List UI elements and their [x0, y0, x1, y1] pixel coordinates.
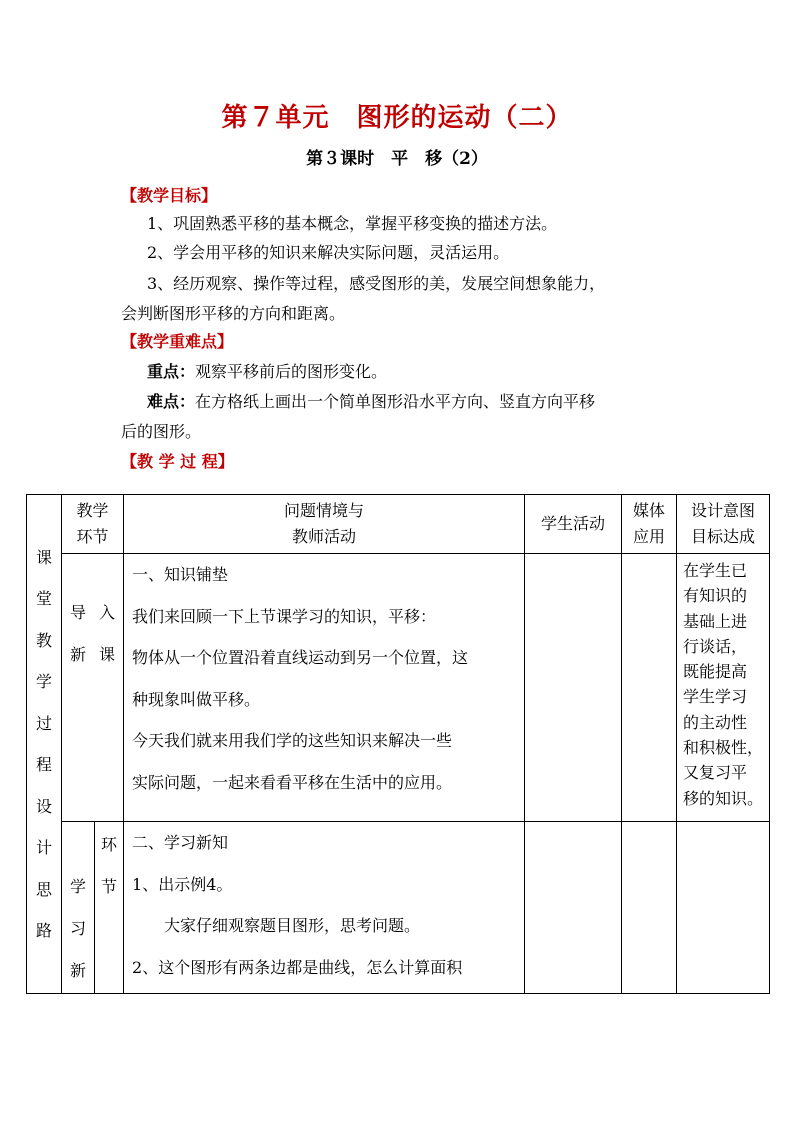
- side-char: 程: [35, 755, 52, 774]
- difficult-point-cont: 后的图形。: [121, 422, 202, 441]
- process-heading: 【教 学 过 程】: [121, 452, 234, 471]
- header-segment-line2: 环节: [76, 527, 109, 546]
- student-intro-cell: [525, 554, 622, 822]
- header-media-line2: 应用: [633, 527, 666, 546]
- side-char: 过: [35, 713, 52, 733]
- side-char: 计: [35, 838, 52, 857]
- side-char: 设: [35, 796, 52, 816]
- table-row-new-knowledge: [27, 822, 770, 994]
- difficult-point-label: 难点：: [147, 392, 196, 411]
- header-student: 学生活动: [525, 495, 622, 554]
- intent-line: 移的知识。: [683, 788, 764, 808]
- segment-new-right-cell: [95, 822, 124, 994]
- intent-line: 在学生已: [683, 561, 748, 580]
- side-char: 思: [35, 879, 52, 899]
- side-char: 学: [35, 672, 52, 691]
- header-intent-line1: 设计意图: [691, 501, 756, 520]
- side-char: 教: [35, 630, 52, 650]
- intent-line: 基础上进: [683, 611, 748, 631]
- side-char: 堂: [35, 589, 52, 608]
- header-media: [622, 495, 677, 554]
- objective-item-1: 1、巩固熟悉平移的基本概念，掌握平移变换的描述方法。: [147, 214, 558, 233]
- segment-intro-col-left: [70, 592, 86, 675]
- segment-intro-text: [62, 554, 123, 675]
- side-char: 课: [35, 547, 52, 567]
- intent-intro-cell: [677, 554, 770, 822]
- intent-line: 行谈话，: [683, 636, 748, 656]
- objective-item-2: 2、学会用平移的知识来解决实际问题，灵活运用。: [147, 243, 510, 262]
- table-row-intro: [27, 554, 770, 822]
- segment-char: 习: [69, 919, 86, 938]
- segment-char: 导: [70, 603, 87, 622]
- intent-line: 和积极性，: [683, 738, 764, 758]
- segment-char: 课: [99, 644, 116, 664]
- content-line: 种现象叫做平移。: [132, 689, 261, 709]
- header-segment: [62, 495, 124, 554]
- key-points-heading: 【教学重难点】: [121, 332, 234, 351]
- intent-line: 学生学习: [683, 687, 748, 707]
- header-situation-line2: 教师活动: [292, 527, 357, 546]
- content-line: 我们来回顾一下上节课学习的知识，平移：: [132, 606, 437, 626]
- objectives-heading: 【教学目标】: [121, 186, 218, 205]
- table-header-row: [27, 495, 770, 554]
- content-line: 今天我们就来用我们学的这些知识来解决一些: [132, 731, 453, 751]
- content-line: 实际问题，一起来看看平移在生活中的应用。: [132, 772, 453, 792]
- segment-char: 学: [69, 877, 86, 896]
- header-situation-line1: 问题情境与: [284, 501, 365, 520]
- key-point-text: 观察平移前后的图形变化。: [195, 362, 388, 381]
- content-line: 二、学习新知: [132, 833, 229, 852]
- key-point-label: 重点：: [147, 362, 196, 381]
- content-line: 大家仔细观察题目图形，思考问题。: [132, 916, 421, 936]
- header-segment-line1: 教学: [76, 501, 109, 520]
- difficult-point-line: [121, 390, 681, 414]
- segment-char: 节: [101, 877, 118, 896]
- segment-intro-col-right: [99, 592, 115, 675]
- segment-char: 新: [69, 961, 86, 980]
- side-char: 路: [35, 921, 52, 940]
- segment-intro-cell: [62, 554, 124, 822]
- header-situation: [124, 495, 525, 554]
- segment-char: 入: [99, 603, 116, 622]
- document-title: 第７单元 图形的运动（二）: [221, 103, 573, 133]
- intent-line: 有知识的: [683, 586, 748, 606]
- header-media-line1: 媒体: [633, 501, 666, 520]
- intent-line: 既能提高: [683, 662, 748, 682]
- difficult-point-text: 在方格纸上画出一个简单图形沿水平方向、竖直方向平移: [195, 392, 596, 411]
- media-intro-cell: [622, 554, 677, 822]
- content-line: 物体从一个位置沿着直线运动到另一个位置，这: [132, 648, 469, 668]
- objective-item-3-cont: 会判断图形平移的方向和距离。: [121, 304, 346, 323]
- header-intent: [677, 495, 770, 554]
- key-point-line: [121, 360, 681, 384]
- situation-intro-cell: [124, 554, 525, 822]
- situation-new-cell: [124, 822, 525, 994]
- header-intent-line2: 目标达成: [691, 527, 756, 546]
- lesson-subtitle: 第３课时 平 移（2）: [306, 149, 488, 169]
- media-new-cell: [622, 822, 677, 994]
- content-line: 一、知识铺垫: [132, 565, 229, 584]
- objective-item-3: 3、经历观察、操作等过程，感受图形的美，发展空间想象能力，: [147, 274, 606, 293]
- intent-new-cell: [677, 822, 770, 994]
- lesson-plan-table: [26, 494, 770, 994]
- segment-new-left-cell: [62, 822, 95, 994]
- content-line: 2、这个图形有两条边都是曲线，怎么计算面积: [132, 957, 463, 977]
- student-new-cell: [525, 822, 622, 994]
- segment-char: 环: [101, 835, 118, 854]
- content-line: 1、出示例4。: [132, 874, 233, 894]
- segment-char: 新: [70, 644, 87, 664]
- side-label-cell: [27, 495, 62, 994]
- intent-line: 的主动性: [683, 712, 748, 732]
- intent-line: 又复习平: [683, 763, 748, 783]
